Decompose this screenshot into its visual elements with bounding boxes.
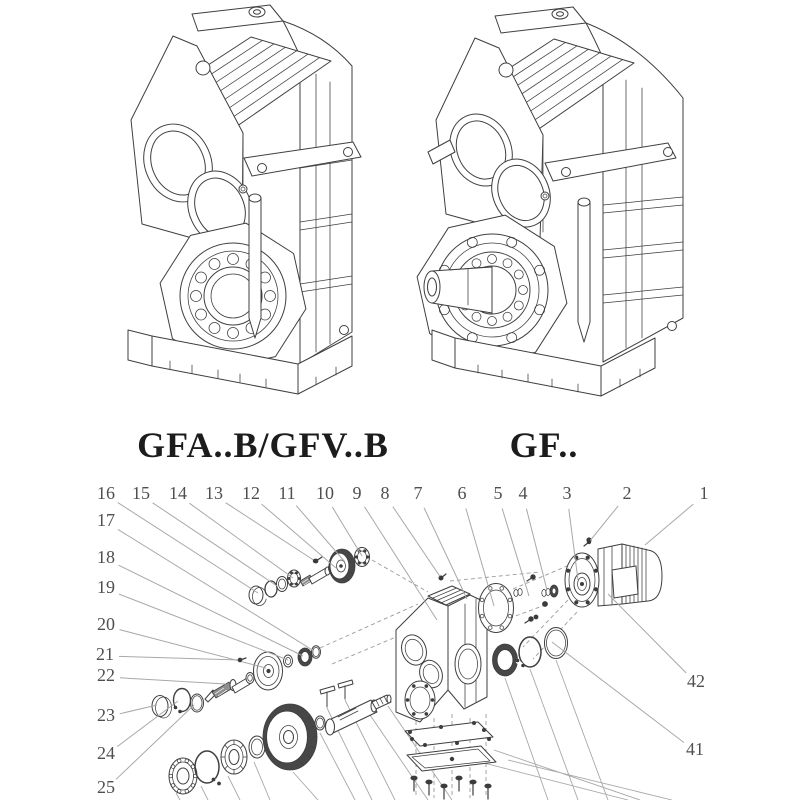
model-label-right: GF.. — [509, 425, 579, 465]
callout-15: 15 — [132, 483, 150, 504]
leader-line-20 — [120, 630, 267, 668]
callout-4: 4 — [518, 483, 528, 504]
callout-23: 23 — [97, 705, 115, 726]
callout-20: 20 — [97, 614, 115, 635]
callout-2: 2 — [622, 483, 632, 504]
part-mid-gear — [254, 652, 283, 690]
part-input-bearing-2 — [355, 548, 370, 567]
callout-10: 10 — [316, 483, 334, 504]
leader-line-4 — [526, 509, 547, 590]
callout-7: 7 — [413, 483, 423, 504]
leader-line-14 — [189, 503, 293, 578]
callout-6: 6 — [457, 483, 467, 504]
leader-line-1 — [645, 504, 693, 545]
gearbox-drawing-gfab — [128, 5, 361, 394]
part-motor — [565, 544, 662, 607]
callout-25: 25 — [97, 777, 115, 798]
part-cap-23 — [152, 696, 172, 719]
part-input-pinion-shaft — [300, 567, 330, 586]
leader-line-8 — [393, 507, 441, 578]
leader-line-22 — [120, 678, 226, 684]
leader-dot-8 — [439, 576, 443, 580]
leader-line-10 — [332, 507, 362, 556]
leader-line-12 — [262, 504, 336, 568]
part-input-snap-ring — [265, 581, 277, 599]
part-housing — [396, 586, 487, 722]
leader-line-16 — [118, 503, 258, 593]
leader-line-24 — [117, 701, 178, 747]
leader-dot-13 — [313, 559, 317, 563]
part-snap-24 — [174, 689, 191, 713]
callout-14: 14 — [169, 483, 187, 504]
leader-line-5 — [502, 508, 529, 596]
gearbox-drawing-gf — [417, 7, 683, 396]
callout-8: 8 — [380, 483, 390, 504]
part-output-washer — [249, 736, 265, 758]
part-ring-25 — [191, 694, 204, 712]
part-output-gear — [263, 704, 317, 770]
callout-17: 17 — [97, 510, 115, 531]
callout-9: 9 — [352, 483, 362, 504]
exploded-view — [96, 483, 709, 800]
part-taper-bearing — [221, 740, 247, 774]
part-input-gear — [329, 549, 355, 583]
leader-line-19 — [119, 594, 288, 660]
part-mid-washer-1 — [246, 673, 254, 684]
leader-line-41 — [552, 642, 684, 743]
part-mid-seal — [298, 648, 312, 666]
part-pan-screws — [411, 776, 491, 799]
part-input-seal — [277, 577, 288, 592]
part-oil-pan — [407, 746, 496, 771]
leader-dot-21 — [238, 658, 242, 662]
part-snap-ring-large — [195, 751, 220, 785]
leader-line-6 — [466, 509, 494, 607]
model-label-left: GFA..B/GFV..B — [137, 425, 389, 465]
callout-21: 21 — [96, 644, 114, 665]
leader-line-7 — [424, 508, 467, 599]
leader-line-15 — [153, 503, 277, 586]
callout-18: 18 — [97, 547, 115, 568]
leader-line-9 — [365, 507, 438, 620]
callout-24: 24 — [97, 743, 115, 764]
part-ball-bearing — [169, 758, 197, 794]
part-flange-ring — [479, 584, 514, 633]
part-mid-washer-2 — [284, 655, 293, 667]
left-unit-roof — [192, 5, 283, 31]
callout-12: 12 — [242, 483, 260, 504]
leader-dot-2 — [587, 540, 591, 544]
part-plug-1 — [320, 686, 335, 707]
callout-19: 19 — [97, 577, 115, 598]
callout-42: 42 — [687, 671, 705, 692]
callout-5: 5 — [493, 483, 503, 504]
left-unit-dipstick — [249, 194, 261, 338]
leader-line-23 — [120, 705, 157, 714]
part-plug-2 — [338, 680, 353, 699]
part-gasket — [405, 722, 493, 747]
leader-line-2 — [589, 506, 618, 542]
right-unit-roof — [495, 7, 586, 33]
callout-11: 11 — [278, 483, 296, 504]
part-output-shaft — [326, 695, 392, 735]
callout-1: 1 — [699, 483, 709, 504]
part-oil-seal — [493, 644, 518, 676]
leader-line-18 — [119, 565, 303, 656]
right-unit-dipstick — [578, 198, 590, 342]
callout-13: 13 — [205, 483, 223, 504]
part-retaining-ring — [545, 628, 568, 659]
callout-22: 22 — [97, 665, 115, 686]
leader-line-42 — [608, 594, 686, 673]
callout-16: 16 — [97, 483, 115, 504]
part-mid-shaft — [205, 678, 250, 702]
part-mid-ring — [312, 646, 321, 659]
part-output-ring — [315, 716, 325, 730]
callout-3: 3 — [562, 483, 572, 504]
callout-41: 41 — [686, 739, 704, 760]
part-input-bearing — [288, 570, 301, 587]
